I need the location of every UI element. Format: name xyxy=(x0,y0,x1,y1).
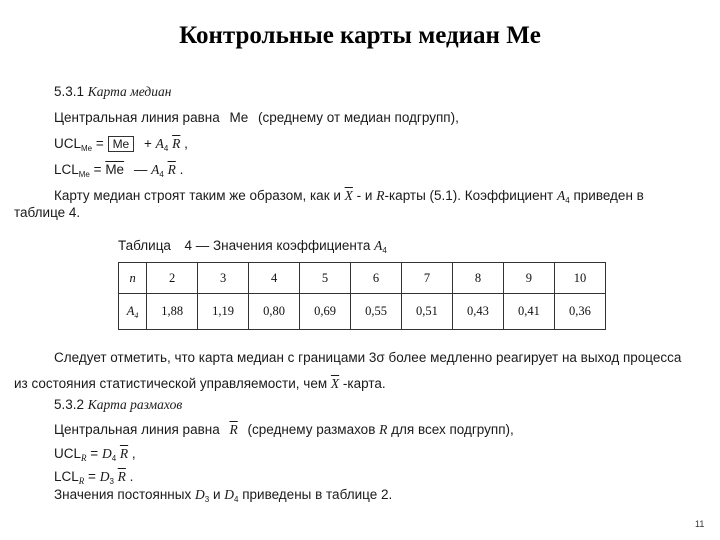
d3-constant: D xyxy=(99,469,110,484)
center-line-text-tail: для всех подгрупп), xyxy=(391,422,514,437)
r-symbol: R xyxy=(379,422,388,437)
caption-subscript: 4 xyxy=(382,246,387,255)
lcl-r-formula xyxy=(54,469,133,486)
constants-text: приведены в таблице 2. xyxy=(242,487,393,502)
d4-constant: D xyxy=(224,487,234,502)
paragraph-text: -карты (5.1). Коэффициент xyxy=(384,188,554,203)
page-number: 11 xyxy=(695,519,705,529)
me-symbol: Me xyxy=(229,110,249,125)
header-label-cell: n xyxy=(119,263,147,294)
center-line-text-tail: (среднему от медиан подгрупп), xyxy=(258,110,459,125)
section-5-3-2-heading xyxy=(54,397,182,413)
me-box: Me xyxy=(108,136,135,152)
a4-coefficient: A xyxy=(557,188,566,203)
comma: , xyxy=(131,446,136,461)
x-bar: $\overline{X}$ xyxy=(344,188,353,203)
table-caption xyxy=(118,238,387,255)
paragraph-text: - и xyxy=(356,188,373,203)
a4-subscript: 4 xyxy=(163,144,169,153)
d3-constant: D xyxy=(194,487,205,502)
d3-subscript: 3 xyxy=(204,495,210,504)
a4-coefficient: A xyxy=(151,162,160,177)
lcl-label: LCL xyxy=(54,469,79,484)
section-number: 5.3.2 xyxy=(54,397,85,412)
note-text: -карта. xyxy=(342,376,386,391)
d4-constant: D xyxy=(101,446,112,461)
d3-subscript: 3 xyxy=(109,477,114,486)
center-line-text: Центральная линия равна xyxy=(54,422,220,437)
d4-subscript: 4 xyxy=(234,495,239,504)
row-label: A xyxy=(126,303,135,318)
ucl-label: UCL xyxy=(54,446,82,461)
caption-text: 4 — Значения коэффициента xyxy=(184,238,371,253)
header-cell: 8 xyxy=(452,263,503,294)
lcl-label: LCL xyxy=(54,162,79,177)
header-cell: 4 xyxy=(249,263,300,294)
ucl-me-formula xyxy=(54,136,188,153)
ucl-subscript: R xyxy=(81,453,87,463)
x-bar: $\overline{X}$ xyxy=(330,376,340,391)
range-center-line xyxy=(54,422,514,438)
equals-sign: = xyxy=(93,162,102,177)
plus-sign: + xyxy=(144,136,152,151)
r-symbol: R xyxy=(376,188,385,203)
a4-subscript: 4 xyxy=(565,196,570,205)
a4-coefficient: A xyxy=(155,136,164,151)
header-cell: 2 xyxy=(147,263,198,294)
equals-sign: = xyxy=(88,469,96,484)
caption-label: Таблица xyxy=(118,238,171,253)
ucl-r-formula xyxy=(54,446,136,463)
median-chart-paragraph-line-2: таблице 4. xyxy=(14,205,81,220)
table-header-row xyxy=(119,263,606,294)
a4-subscript: 4 xyxy=(159,170,164,179)
r-bar: $\overline{R}$ xyxy=(117,469,126,484)
note-line-1: Следует отметить, что карта медиан с границами 3σ более медленно реагирует на выход процесса xyxy=(54,350,682,365)
r-bar: $\overline{R}$ xyxy=(172,136,181,151)
coefficient-table xyxy=(118,262,606,330)
paragraph-text: Карту медиан строят таким же образом, как и xyxy=(54,188,341,203)
caption-variable: A xyxy=(374,238,383,253)
value-cell: 0,55 xyxy=(351,294,402,330)
header-cell: 9 xyxy=(503,263,554,294)
header-cell: 7 xyxy=(402,263,453,294)
equals-sign: = xyxy=(90,446,99,461)
note-text: из состояния статистической управляемости, чем xyxy=(14,376,328,391)
me-bar: $\overline{Me}$ xyxy=(105,162,125,177)
ucl-subscript: Me xyxy=(81,144,93,153)
period: . xyxy=(129,469,134,484)
header-cell: 5 xyxy=(300,263,351,294)
value-cell: 0,80 xyxy=(249,294,300,330)
paragraph-text: приведен в xyxy=(573,188,644,203)
value-cell: 0,41 xyxy=(503,294,554,330)
value-cell: 0,36 xyxy=(554,294,605,330)
constants-note xyxy=(54,487,392,504)
row-label-subscript: 4 xyxy=(134,310,139,320)
header-cell: 3 xyxy=(198,263,249,294)
section-5-3-1-heading xyxy=(54,84,171,100)
section-number: 5.3.1 xyxy=(54,84,85,99)
minus-sign: — xyxy=(133,162,148,177)
d4-subscript: 4 xyxy=(111,454,117,463)
lcl-subscript: Me xyxy=(78,170,90,179)
median-center-line xyxy=(54,110,459,125)
value-cell: 0,43 xyxy=(452,294,503,330)
lcl-me-formula xyxy=(54,162,183,179)
value-cell: 1,19 xyxy=(198,294,249,330)
r-bar: $\overline{R}$ xyxy=(229,422,238,437)
value-cell: 0,69 xyxy=(300,294,351,330)
slide-title: Контрольные карты медиан Me xyxy=(179,22,541,49)
r-bar: $\overline{R}$ xyxy=(119,446,129,461)
equals-sign: = xyxy=(95,136,104,151)
note-line-2 xyxy=(14,376,386,392)
median-chart-paragraph-line-1 xyxy=(54,188,644,205)
constants-text: Значения постоянных xyxy=(54,487,192,502)
value-cell: 0,51 xyxy=(402,294,453,330)
section-name: Карта размахов xyxy=(87,397,183,412)
lcl-subscript: R xyxy=(78,476,85,486)
section-name: Карта медиан xyxy=(87,84,172,99)
ucl-label: UCL xyxy=(54,136,82,151)
row-label-cell xyxy=(119,294,147,330)
header-cell: 6 xyxy=(351,263,402,294)
constants-text: и xyxy=(212,487,221,502)
comma: , xyxy=(184,136,188,151)
r-bar: $\overline{R}$ xyxy=(167,162,176,177)
header-cell: 10 xyxy=(554,263,605,294)
value-cell: 1,88 xyxy=(147,294,198,330)
center-line-text: Центральная линия равна xyxy=(54,110,220,125)
period: . xyxy=(179,162,184,177)
table-values-row xyxy=(119,294,606,330)
center-line-text: (среднему размахов xyxy=(247,422,376,437)
